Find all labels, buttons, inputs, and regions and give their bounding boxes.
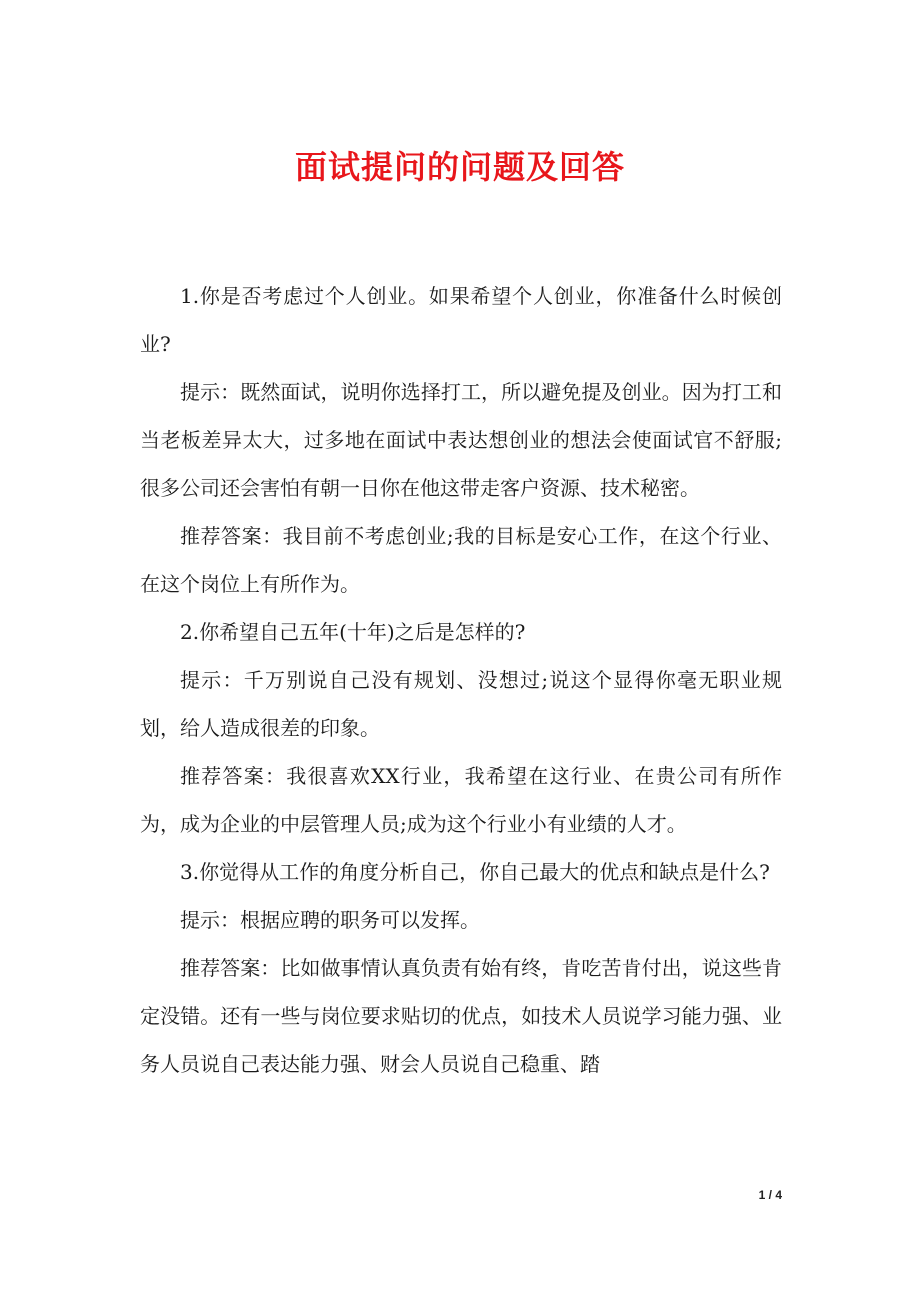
page-number: 1 / 4 (758, 1188, 782, 1202)
document-title: 面试提问的问题及回答 (294, 148, 625, 186)
paragraph-q3-answer: 推荐答案：比如做事情认真负责有始有终，肯吃苦肯付出，说这些肯定没错。还有一些与岗位要求贴切的优点，如技术人员说学习能力强、业务人员说自己表达能力强、财会人员说自己稳重、踏 (140, 956, 782, 1076)
paragraph-q1-answer: 推荐答案：我目前不考虑创业;我的目标是安心工作，在这个行业、在这个岗位上有所作为。 (140, 524, 782, 596)
paragraph-q3-hint: 提示：根据应聘的职务可以发挥。 (180, 908, 480, 932)
paragraph-q1: 1.你是否考虑过个人创业。如果希望个人创业，你准备什么时候创业? (140, 284, 782, 356)
paragraph-q1-hint: 提示：既然面试，说明你选择打工，所以避免提及创业。因为打工和当老板差异太大，过多地在面试中表达想创业的想法会使面试官不舒服;很多公司还会害怕有朝一日你在他这带走客户资源、技术秘密。 (140, 380, 782, 500)
paragraph-q2-answer: 推荐答案：我很喜欢XX行业，我希望在这行业、在贵公司有所作为，成为企业的中层管理人员;成为这个行业小有业绩的人才。 (140, 764, 782, 836)
document-body (140, 272, 782, 1088)
paragraph-q3: 3.你觉得从工作的角度分析自己，你自己最大的优点和缺点是什么? (180, 860, 770, 884)
paragraph-q2-hint: 提示：千万别说自己没有规划、没想过;说这个显得你毫无职业规划，给人造成很差的印象。 (140, 668, 782, 740)
paragraph-q2: 2.你希望自己五年(十年)之后是怎样的? (180, 620, 526, 644)
